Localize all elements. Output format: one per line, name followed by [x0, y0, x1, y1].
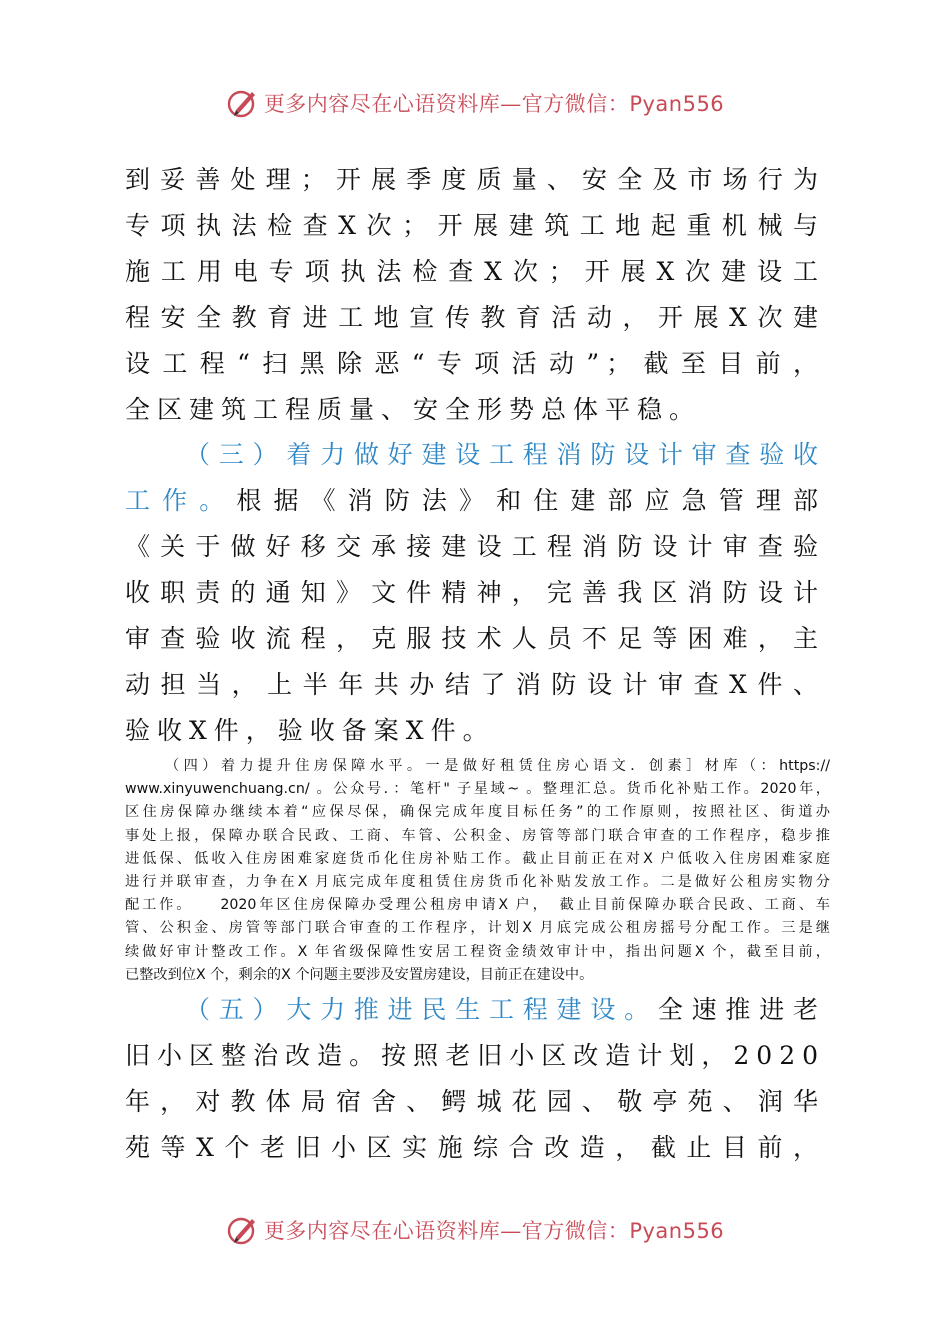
small-line: www.xinyuwenchuang.cn/ 。公众号．：笔杆" 子星域~ 。整理汇总。货币化补贴工作。2020年，	[125, 781, 830, 798]
small-line: 事处上报，保障办联合民政、工商、车管、公积金、房管等部门联合审查的工作程序，稳步推	[125, 827, 830, 844]
text-line: 到妥善处理；开展季度质量、安全及市场行为	[125, 165, 825, 194]
text-line: 施工用电专项执法检查X次；开展X次建设工	[125, 257, 825, 286]
paragraph-4-housing	[125, 755, 830, 987]
text-line: 专项执法检查X次；开展建筑工地起重机械与	[125, 211, 825, 240]
text-line: 验收X件，验收备案X件。	[125, 716, 495, 745]
text-line: 动担当，上半年共办结了消防设计审查X件、	[125, 670, 825, 699]
section-heading-3: （三）着力做好建设工程消防设计审查验收	[185, 440, 825, 469]
text-line: 苑等X个老旧小区实施综合改造，截止目前，	[125, 1133, 825, 1162]
text-line: 旧小区整治改造。按照老旧小区改造计划，2020	[125, 1041, 825, 1070]
text-line: 设工程“扫黑除恶“专项活动”；截至目前，	[125, 349, 825, 378]
section-heading-5: （五）大力推进民生工程建设。	[185, 995, 658, 1024]
small-line: 区住房保障办继续本着“应保尽保，确保完成年度目标任务”的工作原则，按照社区、街道办	[125, 804, 830, 821]
small-line: 已整改到位X 个，剩余的X 个问题主要涉及安置房建设，目前正在建设中。	[125, 966, 594, 983]
banner-text: 更多内容尽在心语资料库—官方微信：Pyan556	[263, 1219, 725, 1243]
text-line: （五）大力推进民生工程建设。全速推进老	[185, 995, 825, 1024]
text-line: 全区建筑工程质量、安全形势总体平稳。	[125, 395, 702, 424]
small-line: 进低保、低收入住房困难家庭货币化住房补贴工作。截止目前正在对X 户低收入住房困难家庭	[125, 850, 830, 867]
text-line: 年，对教体局宿舍、鳄城花园、敬亭苑、润华	[125, 1087, 825, 1116]
small-line: 配工作。 2020年区住房保障办受理公租房申请X 户， 截止目前保障办联合民政、工商、车	[125, 897, 830, 914]
header-banner	[0, 83, 950, 123]
banner-text: 更多内容尽在心语资料库—官方微信：Pyan556	[263, 92, 725, 116]
small-line: 管、公积金、房管等部门联合审查的工作程序，计划X 月底完成公租房摇号分配工作。三是继	[125, 920, 830, 937]
wechat-id: Pyan556	[629, 1219, 725, 1243]
section-heading-3-cont: 工作。	[125, 486, 237, 515]
footer-banner	[0, 1210, 950, 1250]
small-line: 进行并联审查，力争在X 月底完成年度租赁住房货币化补贴发放工作。二是做好公租房实物分	[125, 874, 830, 891]
text-line: 《关于做好移交承接建设工程消防设计审查验	[125, 532, 825, 561]
pen-logo-icon	[226, 86, 260, 120]
text-line: 程安全教育进工地宣传教育活动，开展X次建	[125, 303, 825, 332]
small-line: （四）着力提升住房保障水平。一是做好租赁住房心语文．创素］材库（：https://	[165, 758, 830, 774]
text-line: 收职责的通知》文件精神，完善我区消防设计	[125, 578, 825, 607]
text-line: 工作。根据《消防法》和住建部应急管理部	[125, 486, 825, 515]
small-line: 续做好审计整改工作。X 年省级保障性安居工程资金绩效审计中，指出问题X 个，截至目前，	[125, 943, 830, 960]
text-line: 审查验收流程，克服技术人员不足等困难，主	[125, 624, 825, 653]
wechat-id: Pyan556	[629, 92, 725, 116]
pen-logo-icon	[226, 1213, 260, 1247]
